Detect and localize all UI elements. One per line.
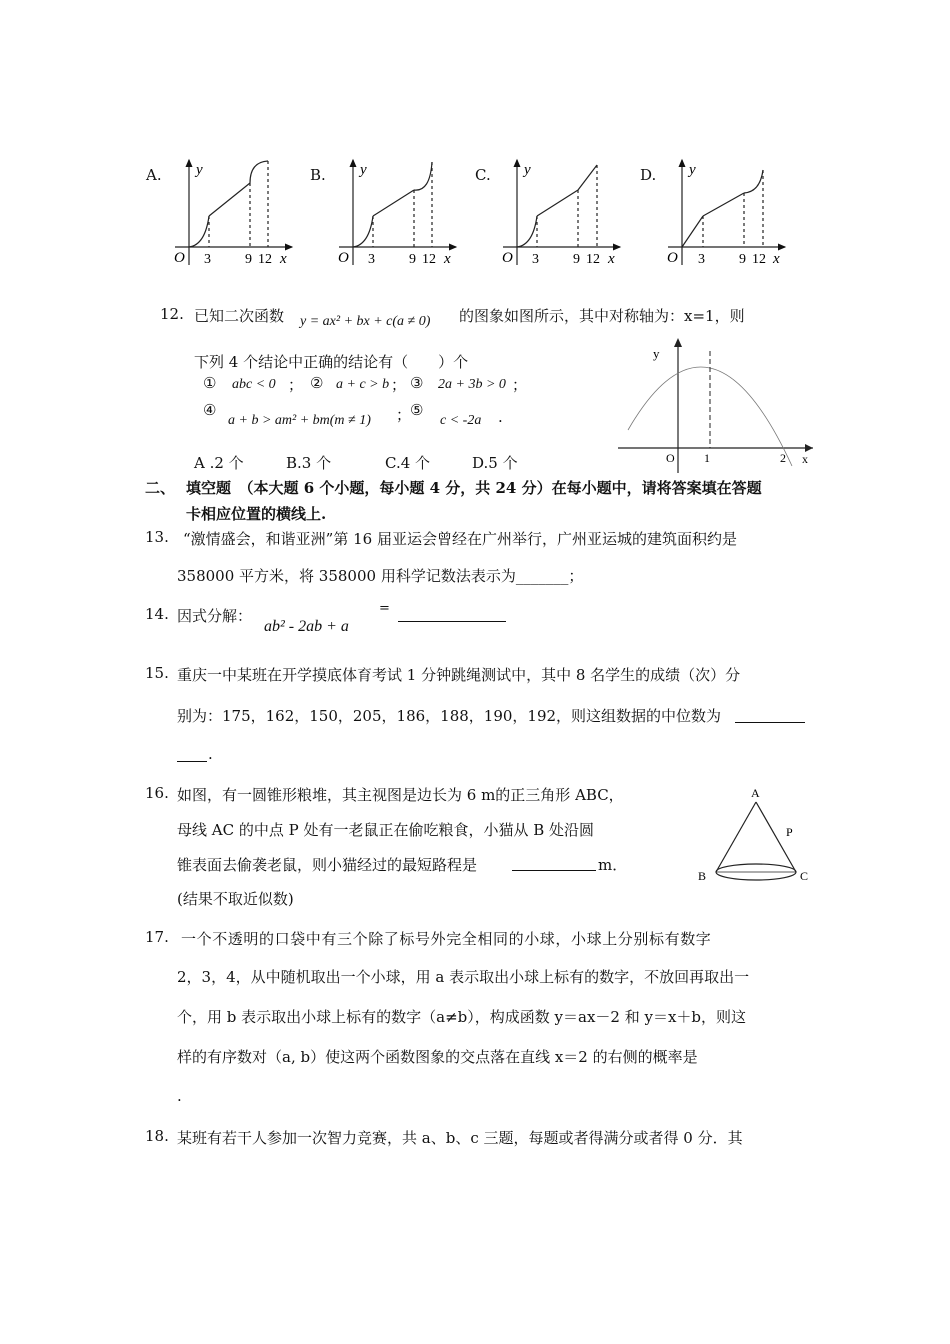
q11-c-tick-9: 9 bbox=[573, 252, 580, 267]
q11-option-c-label: C. bbox=[475, 166, 491, 184]
section2-number: 二、 bbox=[145, 479, 176, 497]
q12-c5-mark: ⑤ bbox=[410, 401, 424, 419]
q12-sep3: ； bbox=[512, 376, 528, 394]
q12-sep4: ； bbox=[396, 406, 412, 424]
q12-c4-mark: ④ bbox=[203, 401, 217, 419]
q16-answer-blank bbox=[512, 854, 596, 871]
q12-c5: c < -2a bbox=[440, 413, 482, 428]
q12-graph-y: y bbox=[653, 346, 660, 361]
q11-b-tick-9: 9 bbox=[409, 252, 416, 267]
q16-cone-c: C bbox=[800, 869, 809, 883]
q16-cone-p: P bbox=[786, 825, 793, 839]
q16-cone-b: B bbox=[698, 869, 707, 883]
q11-d-tick-9: 9 bbox=[739, 252, 746, 267]
q14-equals: = bbox=[379, 601, 390, 616]
q17-line3: 个，用 b 表示取出小球上标有的数字（a≠b），构成函数 y＝ax－2 和 y＝x＋b，则这 bbox=[177, 1008, 747, 1026]
q16-line1: 如图，有一圆锥形粮堆，其主视图是边长为 6 m的正三角形 ABC， bbox=[177, 786, 624, 804]
q12-c3-mark: ③ bbox=[410, 374, 424, 392]
q11-graph-b bbox=[339, 160, 456, 265]
q11-d-origin: O bbox=[667, 250, 678, 266]
section2-title: 填空题 （本大题 6 个小题，每小题 4 分，共 24 分）在每小题中，请将答案填在答题 bbox=[186, 479, 762, 497]
q11-c-y: y bbox=[524, 162, 531, 178]
section2-title2: 卡相应位置的横线上. bbox=[186, 505, 327, 523]
q11-d-tick-3: 3 bbox=[698, 252, 705, 267]
q17-number: 17. bbox=[145, 928, 169, 946]
q12-function: y = ax² + bx + c(a ≠ 0) bbox=[300, 314, 431, 329]
q11-b-origin: O bbox=[338, 250, 349, 266]
q13-line1: “激情盛会，和谐亚洲”第 16 届亚运会曾经在广州举行，广州亚运城的建筑面积约是 bbox=[183, 530, 737, 548]
q17-line2: 2，3，4，从中随机取出一个小球，用 a 表示取出小球上标有的数字，不放回再取出一 bbox=[177, 968, 750, 986]
q11-b-tick-3: 3 bbox=[368, 252, 375, 267]
q12-line2: 下列 4 个结论中正确的结论有（ ）个 bbox=[194, 353, 469, 371]
q15-answer-blank-2 bbox=[177, 745, 207, 762]
q12-option-c: C.4 个 bbox=[385, 454, 431, 472]
q12-sep5: . bbox=[498, 408, 503, 426]
q11-b-y: y bbox=[360, 162, 367, 178]
q17-line5: . bbox=[177, 1087, 182, 1105]
q12-graph-origin: O bbox=[666, 451, 675, 465]
q12-sep2: ； bbox=[391, 376, 407, 394]
q12-c3: 2a + 3b > 0 bbox=[438, 377, 506, 392]
q17-line4: 样的有序数对（a, b）使这两个函数图象的交点落在直线 x＝2 的右侧的概率是 bbox=[177, 1048, 698, 1066]
q11-c-tick-3: 3 bbox=[532, 252, 539, 267]
q18-number: 18. bbox=[145, 1127, 169, 1145]
q13-line2: 358000 平方米，将 358000 用科学记数法表示为_______； bbox=[177, 567, 584, 585]
q11-option-b-label: B. bbox=[310, 166, 326, 184]
q12-sep1: ； bbox=[288, 376, 304, 394]
q11-c-tick-12: 12 bbox=[586, 252, 600, 267]
q12-c1-mark: ① bbox=[203, 374, 217, 392]
q12-parabola-graph bbox=[618, 338, 818, 478]
q16-cone-diagram bbox=[694, 784, 824, 894]
q16-number: 16. bbox=[145, 784, 169, 802]
q11-option-a-label: A. bbox=[146, 166, 162, 184]
q13-number: 13. bbox=[145, 528, 169, 546]
q11-c-origin: O bbox=[502, 250, 513, 266]
q12-option-a: A .2 个 bbox=[194, 454, 244, 472]
q16-cone-a: A bbox=[751, 786, 760, 800]
q14-text: 因式分解： bbox=[177, 607, 253, 625]
q15-line1: 重庆一中某班在开学摸底体育考试 1 分钟跳绳测试中，其中 8 名学生的成绩（次）分 bbox=[177, 666, 741, 684]
q14-expression: ab² - 2ab + a bbox=[264, 618, 349, 635]
q11-d-tick-12: 12 bbox=[752, 252, 766, 267]
q15-answer-blank-1 bbox=[735, 705, 805, 723]
q11-a-y: y bbox=[196, 162, 203, 178]
q11-graph-d bbox=[668, 160, 785, 265]
q16-line3b: m． bbox=[598, 856, 628, 874]
q12-c2-mark: ② bbox=[310, 374, 324, 392]
q12-option-d: D.5 个 bbox=[472, 454, 518, 472]
q11-graphs bbox=[0, 0, 950, 290]
q16-line4: (结果不取近似数) bbox=[177, 890, 294, 908]
q11-c-x: x bbox=[608, 251, 615, 267]
q14-answer-blank bbox=[398, 605, 506, 622]
q15-line3: . bbox=[208, 745, 213, 763]
q11-option-d-label: D. bbox=[640, 166, 657, 184]
q17-line1: 一个不透明的口袋中有三个除了标号外完全相同的小球，小球上分别标有数字 bbox=[181, 930, 712, 948]
q12-graph-x: x bbox=[802, 452, 808, 466]
q11-a-origin: O bbox=[174, 250, 185, 266]
q12-graph-tick1: 1 bbox=[704, 451, 710, 465]
q12-option-b: B.3 个 bbox=[286, 454, 332, 472]
q11-a-tick-12: 12 bbox=[258, 252, 272, 267]
q11-a-tick-3: 3 bbox=[204, 252, 211, 267]
q12-graph-tick2: 2 bbox=[780, 451, 786, 465]
q12-c4: a + b > am² + bm(m ≠ 1) bbox=[228, 413, 371, 428]
q12-number: 12. bbox=[160, 305, 184, 323]
q12-c1: abc < 0 bbox=[232, 377, 276, 392]
q16-line3a: 锥表面去偷袭老鼠，则小猫经过的最短路程是 bbox=[177, 856, 478, 874]
q11-b-x: x bbox=[444, 251, 451, 267]
q18-line1: 某班有若干人参加一次智力竞赛，共 a、b、c 三题，每题或者得满分或者得 0 分．其 bbox=[177, 1129, 743, 1147]
q11-d-x: x bbox=[773, 251, 780, 267]
q11-graph-a bbox=[175, 160, 292, 265]
q12-text-a: 已知二次函数 bbox=[194, 307, 285, 325]
q15-line2: 别为：175，162，150，205，186，188，190，192，则这组数据的中位数为 bbox=[177, 707, 722, 725]
q14-number: 14. bbox=[145, 605, 169, 623]
q11-b-tick-12: 12 bbox=[422, 252, 436, 267]
q15-number: 15. bbox=[145, 664, 169, 682]
q12-text-b: 的图象如图所示，其中对称轴为：x=1，则 bbox=[459, 307, 745, 325]
q11-d-y: y bbox=[689, 162, 696, 178]
q12-c2: a + c > b bbox=[336, 377, 390, 392]
q11-a-x: x bbox=[280, 251, 287, 267]
q16-line2: 母线 AC 的中点 P 处有一老鼠正在偷吃粮食，小猫从 B 处沿圆 bbox=[177, 821, 595, 839]
q11-graph-c bbox=[503, 160, 620, 265]
q11-a-tick-9: 9 bbox=[245, 252, 252, 267]
